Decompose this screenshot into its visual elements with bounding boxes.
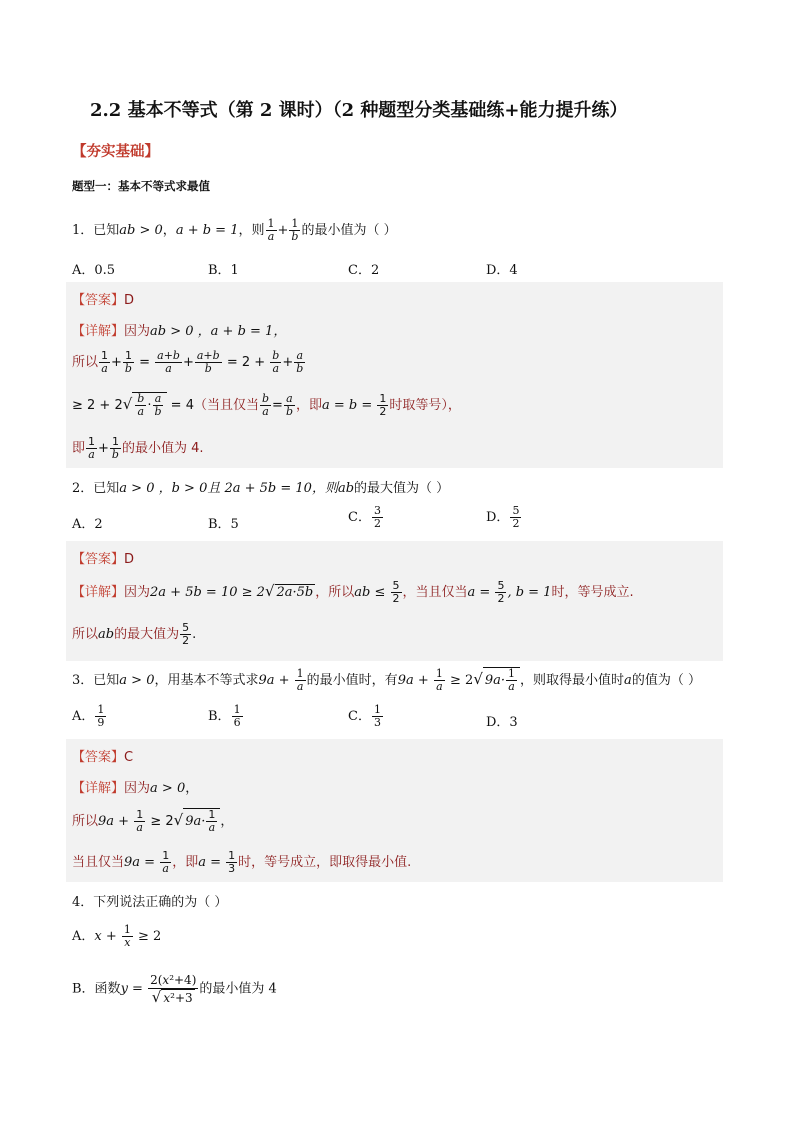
- q1-d1: 因为: [124, 324, 151, 339]
- question-4-stem: 4．下列说法正确的为（ ）: [72, 895, 228, 910]
- q2-option-c-label: C．: [348, 510, 371, 525]
- q3-d3-prefix: 当且仅当: [72, 855, 125, 870]
- page-title: 2.2 基本不等式（第 2 课时）（2 种题型分类基础练+能力提升练）: [90, 100, 628, 121]
- q2-d2-mid: 的最大值为: [114, 627, 180, 642]
- q1-option-d[interactable]: D．4: [486, 263, 518, 278]
- q2-option-c[interactable]: C． $\frac{3}{2}$: [348, 504, 381, 530]
- q3-cond: a > 0: [119, 673, 155, 688]
- q2-option-d-label: D．: [486, 510, 510, 525]
- q3-d3-mid: ，即: [172, 855, 199, 870]
- q3-detail-line-2: 所以9a + $\frac{1}{a}$ ≥ 2√ 9a· $\frac{1}{a}$ ，: [72, 808, 234, 834]
- q3-answer-line: [72, 746, 133, 765]
- q3-d2-prefix: 所以: [72, 814, 99, 829]
- q2-option-a[interactable]: A．2: [72, 517, 103, 532]
- q2-answer: D: [124, 552, 135, 567]
- q3-answer: C: [124, 750, 134, 765]
- q2-cond: a > 0 ，b > 0且 2a + 5b = 10，则: [119, 481, 338, 496]
- q3-option-b-label: B．: [208, 709, 231, 724]
- q1-answer-label: 【答案】: [72, 293, 125, 308]
- q2-d1-mid: ，所以: [315, 585, 355, 600]
- q1-detail-line-3: ≥ 2 + 2√ $\frac{b}{a}$ · $\frac{a}{b}$ = 4（当且仅当 $\frac{b}{a}$ = $\frac{a}{b}$ ，即a = b = $\frac{1}{2}$ 时取等号），: [72, 392, 461, 418]
- q1-sep: ，: [162, 223, 176, 238]
- q1-option-c[interactable]: C．2: [348, 263, 380, 278]
- q2-detail-line-2: 所以ab的最大值为 $\frac{5}{2}$ .: [72, 621, 197, 647]
- q1-d3-note3: 时取等号），: [389, 398, 461, 413]
- q3-stem4: ，则取得最小值时: [520, 673, 625, 688]
- q2-d2-prefix: 所以: [72, 627, 99, 642]
- question-2-stem: 2．已知a > 0 ，b > 0且 2a + 5b = 10，则ab的最大值为（ ）: [72, 481, 450, 496]
- q2-d1-prefix: 因为: [124, 585, 151, 600]
- q1-answer-line: [72, 289, 134, 308]
- q2-detail-line-1: 【详解】因为2a + 5b = 10 ≥ 2√ 2a·5b ，所以ab ≤ $\frac{5}{2}$ ，当且仅当a = $\frac{5}{2}$ , b = 1时，等号成立.: [72, 579, 634, 605]
- q2-prefix: 2．已知: [72, 481, 120, 496]
- q2-option-b[interactable]: B．5: [208, 517, 239, 532]
- q2-option-d[interactable]: D． $\frac{5}{2}$: [486, 504, 520, 530]
- q3-detail-line-1: 【详解】因为a > 0，: [72, 781, 199, 796]
- q2-answer-line: [72, 548, 134, 567]
- q3-option-a-label: A．: [72, 709, 95, 724]
- q3-d1: 因为: [124, 781, 151, 796]
- q2-detail-label: 【详解】: [72, 585, 125, 600]
- q3-option-c-label: C．: [348, 709, 371, 724]
- q1-answer: D: [124, 293, 135, 308]
- q4-option-b-tail: 的最小值为 4: [199, 981, 277, 997]
- q3-detail-line-3: 当且仅当9a = $\frac{1}{a}$ ，即a = $\frac{1}{3}$ 时，等号成立，即取得最小值.: [72, 849, 412, 875]
- q1-option-a[interactable]: A．0.5: [72, 263, 116, 278]
- q1-d3-note: （当且仅当: [193, 398, 259, 413]
- q1-frac-1b: $\frac{1}{b}$: [291, 217, 299, 243]
- q4-option-b[interactable]: B．函数y = $\frac{\text{2(x²+4)}}{\text{√ x²+3}}$ 的最小值为 4: [72, 973, 277, 1006]
- question-type-label: 题型一：基本不等式求最值: [72, 179, 210, 193]
- q2-answer-label: 【答案】: [72, 552, 125, 567]
- q4-option-b-label: B．函数: [72, 981, 121, 997]
- q1-d4-post: 的最小值为 4.: [121, 441, 204, 456]
- q1-d1b: ab > 0 ，a + b = 1，: [150, 324, 287, 339]
- q3-option-c[interactable]: C． $\frac{1}{3}$: [348, 703, 381, 729]
- q1-tail: 的最小值为（ ）: [301, 223, 397, 238]
- q3-option-a[interactable]: A． $\frac{1}{9}$: [72, 703, 105, 729]
- q3-prefix: 3．已知: [72, 673, 120, 688]
- q3-stem3: 的最小值时，有: [306, 673, 398, 688]
- section-header: 【夯实基础】: [72, 144, 159, 160]
- q1-d4-prefix: 即: [72, 441, 86, 456]
- q1-d2-prefix: 所以: [72, 355, 99, 370]
- q2-d1-mid2: ，当且仅当: [402, 585, 468, 600]
- q3-tail: 的值为（ ）: [631, 673, 701, 688]
- q4-option-a-label: A．: [72, 929, 95, 944]
- q1-cond1: ab > 0: [119, 223, 163, 238]
- q1-detail-label: 【详解】: [72, 324, 125, 339]
- q1-frac-1a: $\frac{1}{a}$: [267, 217, 275, 243]
- q1-prefix: 1．已知: [72, 223, 120, 238]
- q3-answer-label: 【答案】: [72, 750, 125, 765]
- q1-d3-note2: ，即: [295, 398, 322, 413]
- q3-detail-label: 【详解】: [72, 781, 125, 796]
- q2-tail: 的最大值为（ ）: [354, 481, 450, 496]
- q3-stem2: ，用基本不等式求: [154, 673, 259, 688]
- q4-option-a[interactable]: A．x + $\frac{1}{x}$ ≥ 2: [72, 923, 162, 949]
- q1-detail-line-4: 即 $\frac{1}{a}$ + $\frac{1}{b}$ 的最小值为 4.: [72, 435, 204, 461]
- q2-d1-tail: 时，等号成立.: [551, 585, 634, 600]
- q1-detail-line-1: [72, 320, 286, 339]
- q1-then: ，则: [238, 223, 265, 238]
- q1-option-b[interactable]: B．1: [208, 263, 239, 278]
- q1-cond2: a + b = 1: [175, 223, 239, 238]
- question-3-stem: 3．已知a > 0，用基本不等式求9a + $\frac{1}{a}$ 的最小值时，有9a + $\frac{1}{a}$ ≥ 2√ 9a· $\frac{1}{a}$ ，则取得最小值时a的值为（ ）: [72, 667, 701, 693]
- q3-option-d[interactable]: D．3: [486, 715, 518, 730]
- q3-option-b[interactable]: B． $\frac{1}{6}$: [208, 703, 241, 729]
- question-1-stem: 1．已知ab > 0，a + b = 1，则 $\frac{1}{a}$ + $\frac{1}{b}$ 的最小值为（ ）: [72, 217, 397, 243]
- q3-d3-tail: 时，等号成立，即取得最小值.: [238, 855, 412, 870]
- q1-detail-line-2: 所以 $\frac{1}{a}$ + $\frac{1}{b}$ = $\frac{a+b}{a}$ + $\frac{a+b}{b}$ = 2 + $\frac{b}{a}$ + $\frac{a}{b}$: [72, 349, 304, 375]
